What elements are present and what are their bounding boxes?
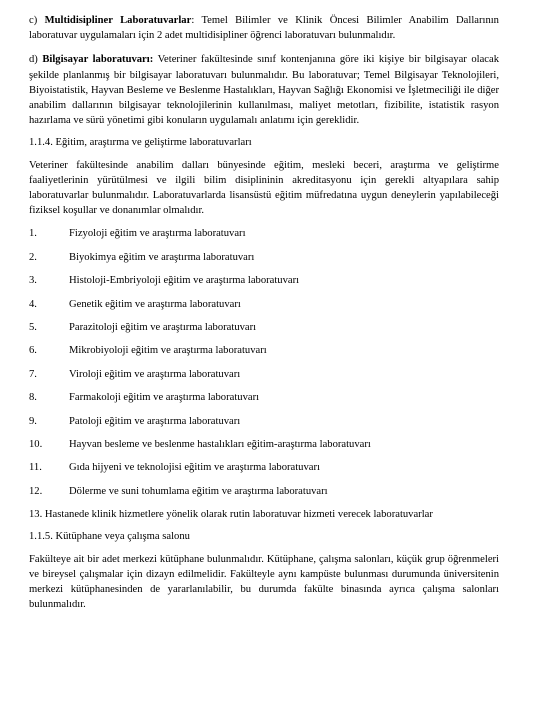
list-item bbox=[29, 297, 499, 312]
paragraph-text: : Temel Bilimler ve Klinik Öncesi Bilimler Anabilim Dallarının laboratuvar uygulamaları için 2 adet multidisipliner öğrenci laboratuvarı bulunmalıdır. bbox=[29, 15, 499, 42]
library-paragraph: Fakülteye ait bir adet merkezi kütüphane bulunmalıdır. Kütüphane, çalışma salonları, küçük grup öğrenmeleri ve bireysel çalışmalar için dizayn edilmelidir. Fakülteyle aynı kampüste bulunması durumunda üniversitenin merkezi kütüphanesinden de yararlanılabilir, bu durumda fakülte binasında ayrıca çalışma salonları bulunmalıdır. bbox=[29, 553, 499, 611]
list-item bbox=[29, 437, 499, 452]
list-item-number: 5. bbox=[29, 322, 37, 333]
paragraph-label: d) bbox=[29, 54, 43, 66]
paragraph-title: Bilgisayar laboratuvarı: bbox=[42, 54, 154, 66]
list-item-number: 13. bbox=[29, 509, 43, 521]
list-item-number: 6. bbox=[29, 345, 37, 357]
list-item-text: Dölerme ve suni tohumlama eğitim ve araştırma laboratuvarı bbox=[69, 485, 328, 497]
list-item-text: Viroloji eğitim ve araştırma laboratuvarı bbox=[69, 368, 241, 380]
list-item-number: 10. bbox=[29, 438, 43, 450]
list-item-text: Patoloji eğitim ve araştırma laboratuvarı bbox=[69, 415, 241, 427]
list-item-text: Hastanede klinik hizmetlere yönelik olarak rutin laboratuvar hizmeti verecek laboratuvarlar bbox=[44, 509, 433, 521]
section-heading-1-1-5: 1.1.5. Kütüphane veya çalışma salonu bbox=[29, 531, 190, 543]
paragraph-label: c) bbox=[29, 15, 45, 26]
list-item-text: Fizyoloji eğitim ve araştırma laboratuvarı bbox=[69, 228, 246, 240]
list-item bbox=[29, 226, 499, 241]
section-heading-1-1-4: 1.1.4. Eğitim, araştırma ve geliştirme laboratuvarları bbox=[29, 137, 252, 149]
list-item bbox=[29, 390, 499, 405]
list-item bbox=[29, 250, 499, 265]
paragraph-computer-lab bbox=[29, 52, 499, 128]
list-item bbox=[29, 320, 499, 335]
list-item-text: Hayvan besleme ve beslenme hastalıkları eğitim-araştırma laboratuvarı bbox=[69, 438, 371, 450]
section-intro-paragraph: Veteriner fakültesinde anabilim dalları bünyesinde eğitim, mesleki beceri, araştırma ve geliştirme faaliyetlerinin yürütülmesi ve ilgili bilim disiplininin akreditasyonu için gerekli altyapılara sahip laboratuvarlar bulunmalıdır. Laboratuvarlarda lisansüstü eğitim müfredatına uygun deneylerin yapılabileceği fiziksel koşullar ve donanımlar olmalıdır. bbox=[29, 159, 499, 217]
paragraph-title: Multidisipliner Laboratuvarlar bbox=[44, 15, 192, 26]
list-item-number: 2. bbox=[29, 251, 37, 263]
laboratory-list bbox=[29, 226, 499, 522]
list-item bbox=[29, 367, 499, 382]
paragraph-multidisciplinary-labs bbox=[29, 13, 499, 43]
list-item bbox=[29, 273, 499, 288]
document-page bbox=[29, 13, 499, 612]
list-item-number: 1. bbox=[29, 228, 37, 240]
list-item-number: 12. bbox=[29, 485, 43, 497]
list-item-text: Genetik eğitim ve araştırma laboratuvarı bbox=[69, 298, 241, 310]
list-item-number: 9. bbox=[29, 415, 37, 427]
paragraph-text: Veteriner fakültesinde sınıf kontenjanına göre iki kişiye bir bilgisayar olacak şekilde planlanmış bir bilgisayar laboratuvarı bulunmalıdır. Bu laboratuvar; Temel Bilgisayar Teknolojileri, Biyoistatistik, Hayvan Besleme ve Beslenme Hastalıkları, Hayvan Sağlığı Ekonomisi ve İşletmeciliği ile diğer anabilim dallarının bilgisayar teknolojilerinin kullanılması, maliyet metotları, fizibilite, istatistik rasyon hazırlama ve sürü yönetimi gibi konuların uygulamalı anlatımı için gereklidir. bbox=[29, 54, 499, 127]
list-item-number: 11. bbox=[29, 462, 42, 474]
list-item-text: Gıda hijyeni ve teknolojisi eğitim ve araştırma laboratuvarı bbox=[69, 462, 320, 474]
list-item bbox=[29, 343, 499, 358]
list-item-number: 8. bbox=[29, 392, 37, 404]
list-item-number: 3. bbox=[29, 275, 37, 287]
list-item-number: 7. bbox=[29, 368, 37, 380]
list-item bbox=[29, 414, 499, 429]
list-item-text: Farmakoloji eğitim ve araştırma laboratuvarı bbox=[69, 392, 260, 404]
list-item-text: Mikrobiyoloji eğitim ve araştırma laboratuvarı bbox=[69, 345, 267, 357]
list-item bbox=[29, 460, 499, 475]
list-item-number: 4. bbox=[29, 298, 37, 310]
list-item bbox=[29, 484, 499, 499]
list-item-text: Biyokimya eğitim ve araştırma laboratuvarı bbox=[69, 251, 255, 263]
list-item-text: Histoloji-Embriyoloji eğitim ve araştırma laboratuvarı bbox=[69, 275, 300, 287]
list-item-text: Parazitoloji eğitim ve araştırma laboratuvarı bbox=[69, 322, 257, 333]
list-item bbox=[29, 507, 499, 522]
